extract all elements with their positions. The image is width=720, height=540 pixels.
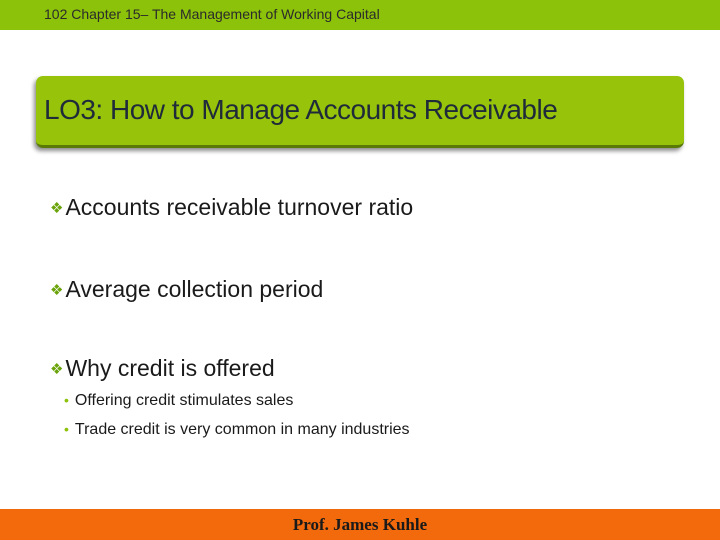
bullet-text: Why credit is offered bbox=[65, 355, 275, 381]
sub-bullet-text: Trade credit is very common in many industries bbox=[74, 421, 410, 438]
presenter-name: Prof. James Kuhle bbox=[292, 515, 428, 534]
slide-title: LO3: How to Manage Accounts Receivable bbox=[44, 94, 558, 125]
slide-header-bar bbox=[0, 0, 720, 30]
bullet-item bbox=[50, 276, 323, 303]
bullet-text: Accounts receivable turnover ratio bbox=[65, 194, 414, 220]
diamond-cluster-icon: ❖ bbox=[50, 200, 64, 217]
dot-icon: • bbox=[64, 421, 69, 437]
bullet-item bbox=[50, 355, 275, 382]
sub-bullet-item bbox=[64, 392, 293, 410]
slide-title-box bbox=[36, 76, 684, 148]
bullet-item bbox=[50, 194, 413, 221]
chapter-header-text: 102 Chapter 15– The Management of Working Capital bbox=[44, 6, 380, 22]
bullet-text: Average collection period bbox=[65, 276, 324, 302]
sub-bullet-item bbox=[64, 421, 410, 439]
diamond-cluster-icon: ❖ bbox=[50, 361, 64, 378]
footer-text bbox=[0, 515, 720, 535]
sub-bullet-text: Offering credit stimulates sales bbox=[74, 392, 294, 409]
dot-icon: • bbox=[64, 392, 69, 408]
slide-footer-bar bbox=[0, 509, 720, 540]
diamond-cluster-icon: ❖ bbox=[50, 282, 64, 299]
